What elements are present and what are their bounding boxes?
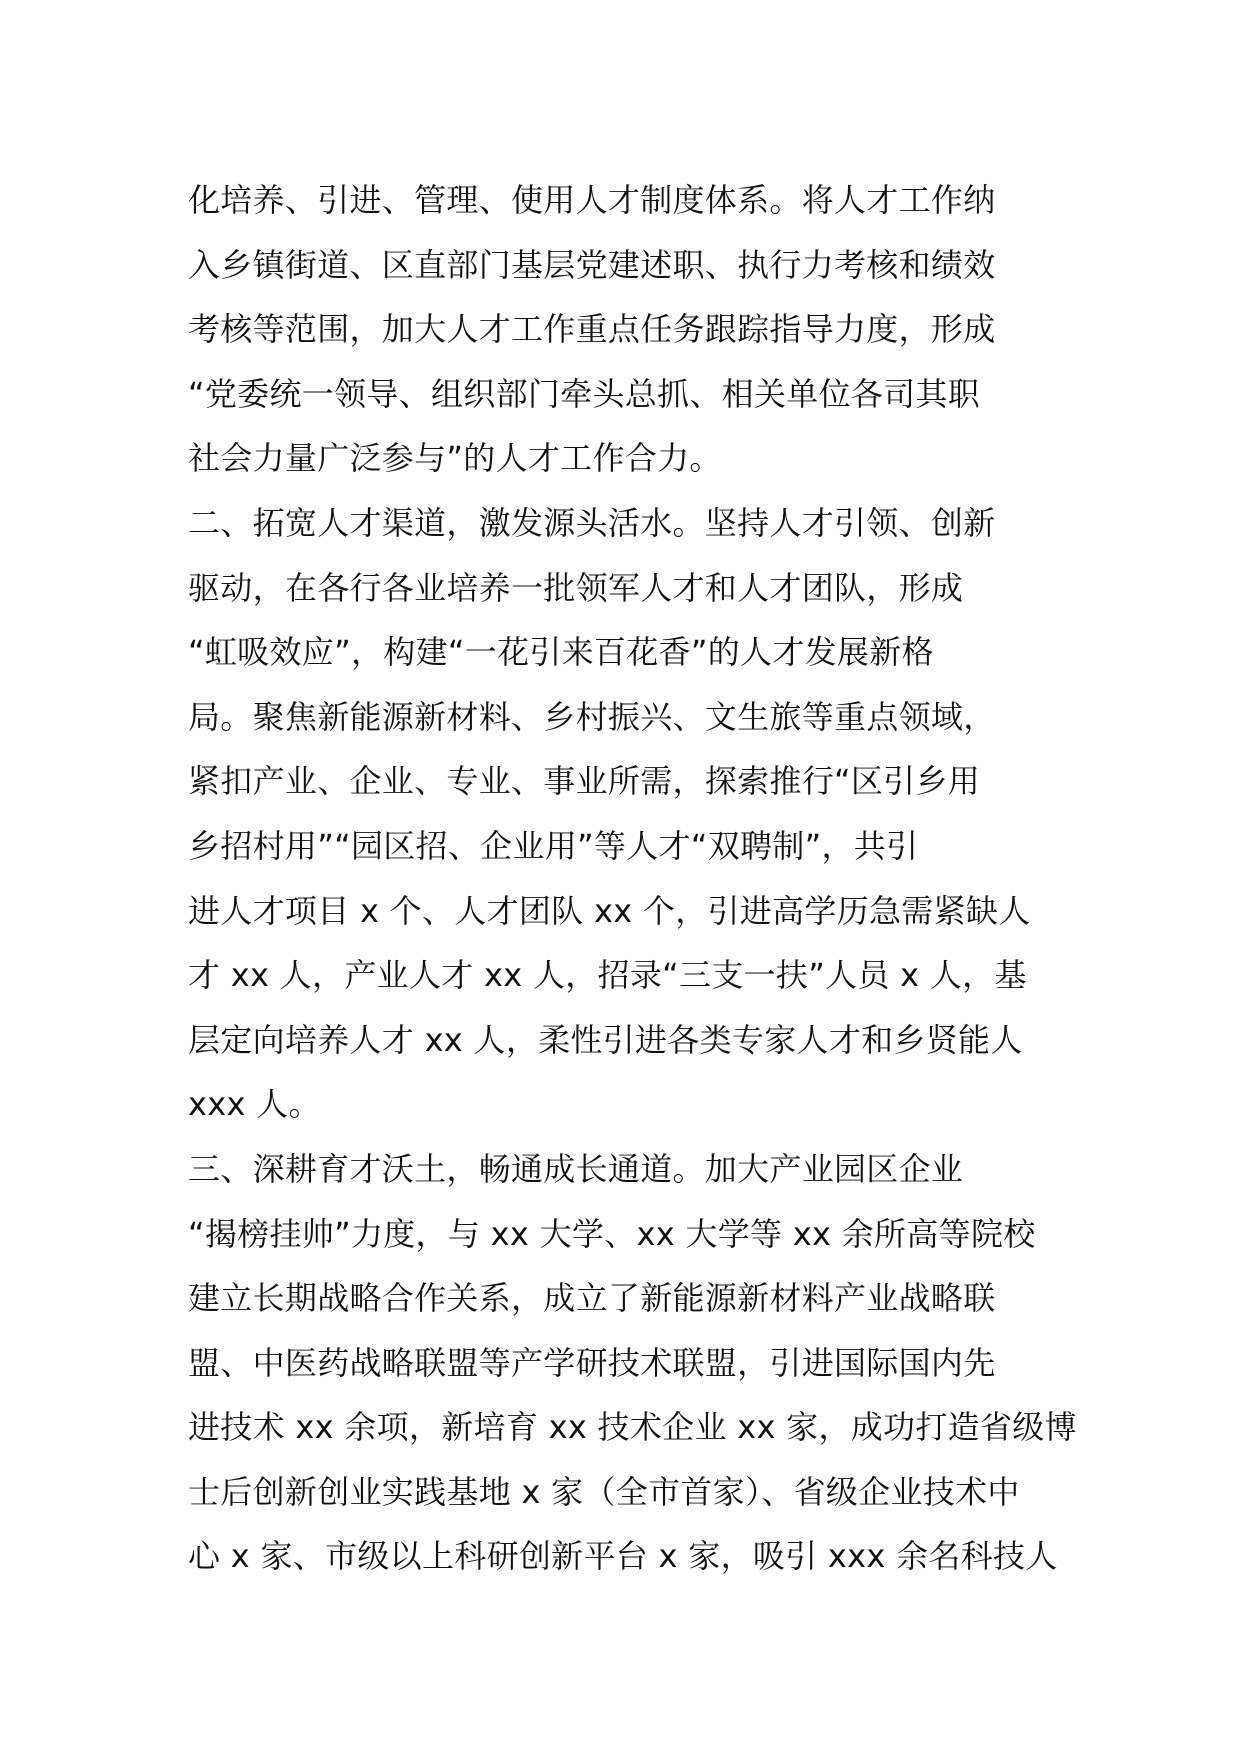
text-line: “党委统一领导、组织部门牵头总抓、相关单位各司其职 [188, 374, 981, 413]
text-line: 进人才项目 x 个、人才团队 xx 个，引进高学历急需紧缺人 [188, 891, 1031, 930]
text-line: 驱动，在各行各业培养一批领军人才和人才团队，形成 [188, 568, 964, 607]
document-body [188, 168, 1077, 1589]
text-line: 考核等范围，加大人才工作重点任务跟踪指导力度，形成 [188, 310, 996, 349]
text-line: “虹吸效应”，构建“一花引来百花香”的人才发展新格 [188, 633, 934, 672]
text-line: 进技术 xx 余项，新培育 xx 技术企业 xx 家，成功打造省级博 [188, 1408, 1077, 1447]
text-line: 社会力量广泛参与”的人才工作合力。 [188, 439, 722, 478]
text-line: 才 xx 人，产业人才 xx 人，招录“三支一扶”人员 x 人，基 [188, 956, 1027, 995]
section-heading-line: 三、深耕育才沃土，畅通成长通道。加大产业园区企业 [188, 1149, 964, 1188]
text-line: 乡招村用”“园区招、企业用”等人才“双聘制”，共引 [188, 826, 919, 865]
text-line: 化培养、引进、管理、使用人才制度体系。将人才工作纳 [188, 181, 996, 219]
text-line: 紧扣产业、企业、专业、事业所需，探索推行“区引乡用 [188, 762, 981, 801]
text-line: 局。聚焦新能源新材料、乡村振兴、文生旅等重点领域， [188, 697, 996, 736]
text-line: “揭榜挂帅”力度，与 xx 大学、xx 大学等 xx 余所高等院校 [188, 1214, 1036, 1253]
text-line: 盟、中医药战略联盟等产学研技术联盟，引进国际国内先 [188, 1343, 996, 1382]
text-line: xxx 人。 [188, 1085, 321, 1124]
section-heading-line: 二、拓宽人才渠道，激发源头活水。坚持人才引领、创新 [188, 503, 996, 542]
text-line: 入乡镇街道、区直部门基层党建述职、执行力考核和绩效 [188, 245, 996, 284]
text-line: 层定向培养人才 xx 人，柔性引进各类专家人才和乡贤能人 [188, 1020, 1023, 1059]
text-line: 建立长期战略合作关系，成立了新能源新材料产业战略联 [188, 1279, 996, 1318]
text-line: 士后创新创业实践基地 x 家（全市首家）、省级企业技术中 [188, 1472, 1020, 1511]
text-line: 心 x 家、市级以上科研创新平台 x 家，吸引 xxx 余名科技人 [188, 1537, 1058, 1576]
